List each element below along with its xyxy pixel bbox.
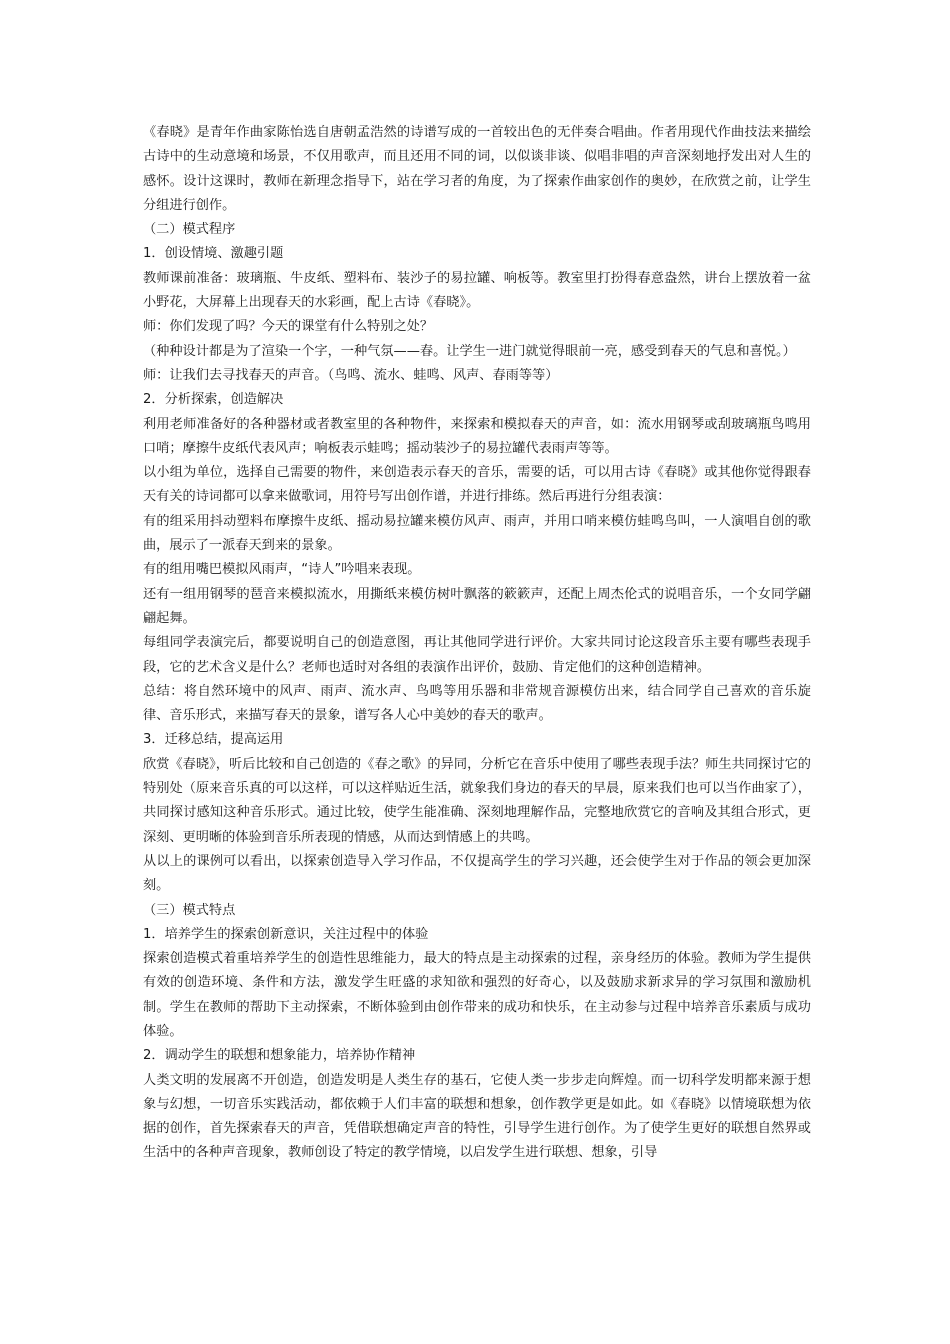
paragraph-feature-1: 探索创造模式着重培养学生的创造性思维能力，最大的特点是主动探索的过程，亲身经历的体验。教师为学生提供有效的创造环境、条件和方法，激发学生旺盛的求知欲和强烈的好奇心，以及鼓励求新求异的学习氛围和激励机制。学生在教师的帮助下主动探索，不断体验到由创作带来的成功和快乐，在主动参与过程中培养音乐素质与成功体验。 — [143, 951, 811, 1039]
subheading-feature-2: 2．调动学生的联想和想象能力，培养协作精神 — [143, 1048, 416, 1064]
paragraph-summary: 总结：将自然环境中的风声、雨声、流水声、鸟鸣等用乐器和非常规音源模仿出来，结合同学自己喜欢的音乐旋律、音乐形式，来描写春天的景象，谱写各人心中美妙的春天的歌声。 — [143, 683, 811, 724]
paragraph-group-b: 有的组用嘴巴模拟风雨声，“诗人”吟唱来表现。 — [143, 562, 421, 578]
paragraph-teacher-preparation: 教师课前准备：玻璃瓶、牛皮纸、塑料布、装沙子的易拉罐、响板等。教室里打扮得春意盎然，讲台上摆放着一盆小野花，大屏幕上出现春天的水彩画，配上古诗《春晓》。 — [143, 270, 811, 311]
section-heading-model-features: （三）模式特点 — [143, 902, 236, 918]
document-page — [143, 121, 811, 1166]
section-heading-model-procedure: （二）模式程序 — [143, 222, 236, 238]
paragraph-group-a: 有的组采用抖动塑料布摩擦牛皮纸、摇动易拉罐来模仿风声、雨声，并用口哨来模仿蛙鸣鸟叫，一人演唱自创的歌曲，展示了一派春天到来的景象。 — [143, 513, 811, 554]
paragraph-teacher-question: 师：你们发现了吗？今天的课堂有什么特别之处？ — [143, 319, 434, 335]
paragraph-design-note: （种种设计都是为了渲染一个字，一种气氛——春。让学生一进门就觉得眼前一亮，感受到春天的气息和喜悦。） — [143, 343, 796, 359]
paragraph-group-c: 还有一组用钢琴的琶音来模拟流水，用撕纸来模仿树叶飘落的簌簌声，还配上周杰伦式的说唱音乐，一个女同学翩翩起舞。 — [143, 586, 811, 626]
subheading-step-3: 3．迁移总结，提高运用 — [143, 732, 284, 748]
intro-paragraph: 《春晓》是青年作曲家陈怡选自唐朝孟浩然的诗谱写成的一首较出色的无伴奏合唱曲。作者用现代作曲技法来描绘古诗中的生动意境和场景，不仅用歌声，而且还用不同的词，以似谈非谈、似唱非唱的声音深刻地抒发出对人生的感怀。设计这课时，教师在新理念指导下，站在学习者的角度，为了探索作曲家创作的奥妙，在欣赏之前，让学生分组进行创作。 — [143, 125, 811, 213]
paragraph-explore-sounds: 利用老师准备好的各种器材或者教室里的各种物件，来探索和模拟春天的声音，如：流水用钢琴或刮玻璃瓶鸟鸣用口哨；摩擦牛皮纸代表风声；响板表示蛙鸣；摇动装沙子的易拉罐代表雨声等等。 — [143, 416, 811, 456]
paragraph-teacher-prompt: 师：让我们去寻找春天的声音。（鸟鸣、流水、蛙鸣、风声、春雨等等） — [143, 367, 559, 383]
paragraph-evaluation: 每组同学表演完后，都要说明自己的创造意图，再让其他同学进行评价。大家共同讨论这段音乐主要有哪些表现手段，它的艺术含义是什么？老师也适时对各组的表演作出评价，鼓励、肯定他们的这种创造精神。 — [143, 635, 811, 675]
subheading-step-2: 2．分析探索，创造解决 — [143, 392, 284, 408]
paragraph-group-work: 以小组为单位，选择自己需要的物件，来创造表示春天的音乐，需要的话，可以用古诗《春晓》或其他你觉得跟春天有关的诗词都可以拿来做歌词，用符号写出创作谱，并进行排练。然后再进行分组表演： — [143, 465, 811, 505]
paragraph-appreciation: 欣赏《春晓》，听后比较和自己创造的《春之歌》的异同，分析它在音乐中使用了哪些表现手法？师生共同探讨它的特别处（原来音乐真的可以这样，可以这样贴近生活，就象我们身边的春天的早晨，原来我们也可以当作曲家了），共同探讨感知这种音乐形式。通过比较，使学生能准确、深刻地理解作品，完整地欣赏它的音响及其组合形式，更深刻、更明晰的体验到音乐所表现的情感，从而达到情感上的共鸣。 — [143, 756, 811, 845]
subheading-feature-1: 1．培养学生的探索创新意识，关注过程中的体验 — [143, 926, 429, 942]
subheading-step-1: 1．创设情境、激趣引题 — [143, 246, 284, 262]
paragraph-feature-2: 人类文明的发展离不开创造，创造发明是人类生存的基石，它使人类一步步走向辉煌。而一切科学发明都来源于想象与幻想，一切音乐实践活动，都依赖于人们丰富的联想和想象，创作教学更是如此。如《春晓》以情境联想为依据的创作，首先探索春天的声音，凭借联想确定声音的特性，引导学生进行创作。为了使学生更好的联想自然界或生活中的各种声音现象，教师创设了特定的教学情境，以启发学生进行联想、想象，引导 — [143, 1072, 811, 1161]
paragraph-conclusion: 从以上的课例可以看出，以探索创造导入学习作品，不仅提高学生的学习兴趣，还会使学生对于作品的领会更加深刻。 — [143, 853, 811, 894]
